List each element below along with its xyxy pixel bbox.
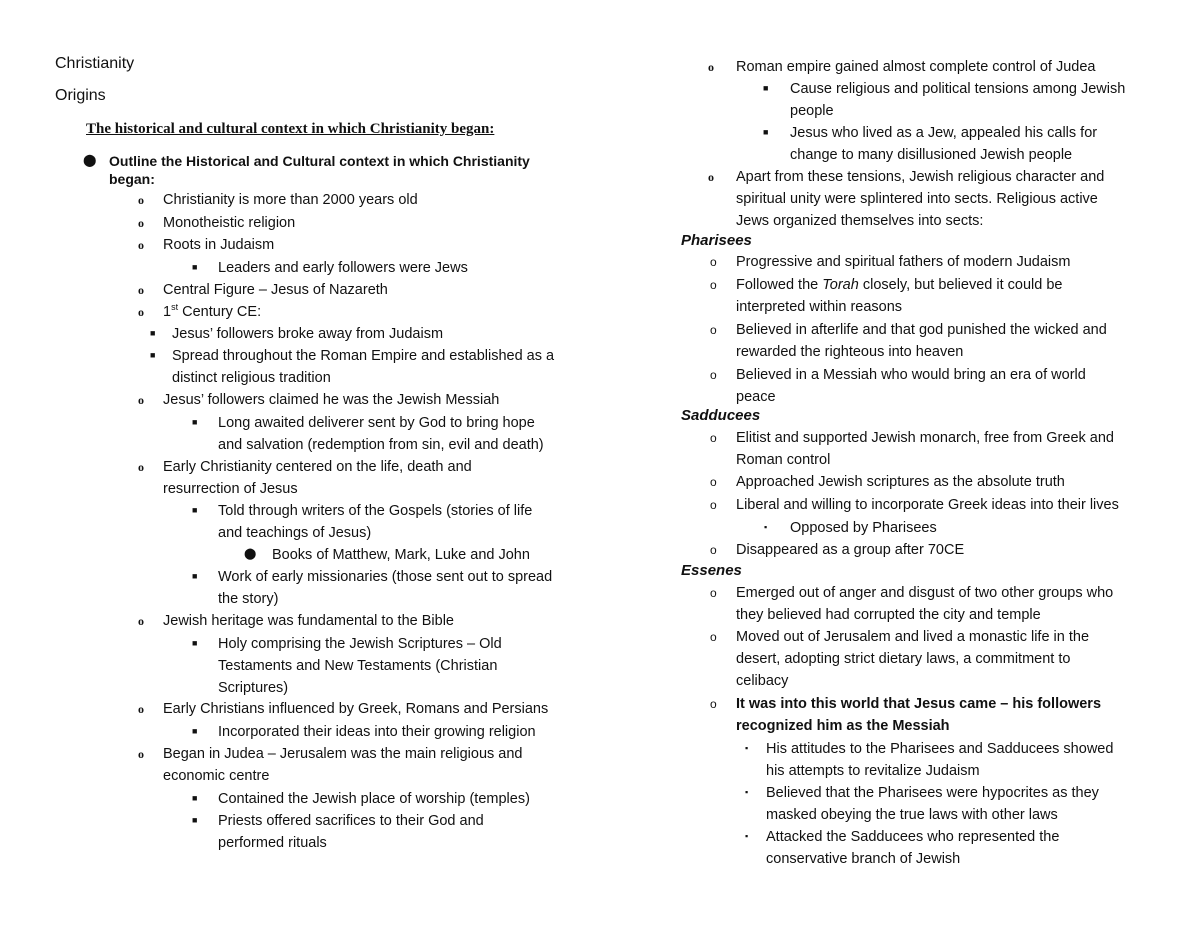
list-item-continuation: spiritual unity were splintered into sects. Religious active	[736, 191, 1098, 207]
bullet-square-icon: ■	[763, 127, 769, 137]
list-item-continuation: and teachings of Jesus)	[218, 525, 372, 541]
bullet-square-icon: ■	[192, 571, 198, 581]
bullet-o-icon: o	[710, 586, 717, 600]
list-item: Incorporated their ideas into their growing religion	[218, 724, 536, 740]
bullet-o-icon: o	[138, 193, 144, 207]
bullet-o-icon: o	[138, 702, 144, 716]
document-title: The historical and cultural context in which Christianity began:	[86, 121, 495, 137]
list-item: Books of Matthew, Mark, Luke and John	[272, 547, 530, 563]
bullet-square-icon: ■	[192, 417, 198, 427]
bullet-dot-icon: ⬤	[244, 548, 257, 560]
list-item: Spread throughout the Roman Empire and established as a	[172, 348, 555, 364]
bullet-o-icon: o	[708, 170, 714, 184]
list-item: Disappeared as a group after 70CE	[736, 542, 965, 558]
bullet-o-icon: o	[138, 238, 144, 252]
text-segment: Followed the	[736, 277, 823, 293]
bullet-square-icon: ■	[192, 815, 198, 825]
list-item: Jesus’ followers claimed he was the Jewish Messiah	[163, 392, 500, 408]
list-item-continuation: Jews organized themselves into sects:	[736, 213, 984, 229]
list-item: Liberal and willing to incorporate Greek ideas into their lives	[736, 497, 1119, 513]
bullet-o-icon: o	[138, 283, 144, 297]
section-heading-pharisees: Pharisees	[681, 232, 752, 249]
bullet-square-icon: ■	[192, 638, 198, 648]
list-item-continuation: recognized him as the Messiah	[736, 718, 950, 734]
bullet-o-icon: o	[138, 305, 144, 319]
bullet-square-icon: ■	[192, 793, 198, 803]
list-item-continuation: conservative branch of Jewish	[766, 851, 961, 867]
list-item: Leaders and early followers were Jews	[218, 260, 468, 276]
bullet-o-icon: o	[138, 747, 144, 761]
list-item	[163, 302, 261, 322]
list-item: Early Christianity centered on the life, death and	[163, 459, 472, 475]
list-item-continuation: Scriptures)	[218, 680, 289, 696]
list-item-bold: It was into this world that Jesus came – his followers	[736, 696, 1102, 712]
bullet-o-icon: o	[710, 543, 717, 557]
list-item: Elitist and supported Jewish monarch, free from Greek and	[736, 430, 1114, 446]
century-text: Century CE:	[178, 304, 262, 320]
list-item-continuation: distinct religious tradition	[172, 370, 331, 386]
bullet-o-icon: o	[138, 460, 144, 474]
bullet-o-icon: o	[710, 255, 717, 269]
list-item: Jesus who lived as a Jew, appealed his calls for	[790, 125, 1098, 141]
bullet-square-icon: ■	[192, 505, 198, 515]
list-item: Opposed by Pharisees	[790, 520, 937, 536]
ordinal-number: 1	[163, 304, 172, 320]
bullet-o-icon: o	[710, 630, 717, 644]
list-item: Christianity is more than 2000 years old	[163, 192, 418, 208]
list-item: Believed that the Pharisees were hypocrites as they	[766, 785, 1099, 801]
list-item: Told through writers of the Gospels (stories of life	[218, 503, 533, 519]
list-item: Emerged out of anger and disgust of two other groups who	[736, 585, 1114, 601]
list-item: Jesus’ followers broke away from Judaism	[172, 326, 444, 342]
list-item: Monotheistic religion	[163, 215, 296, 231]
heading-origins: Origins	[55, 87, 106, 104]
bullet-square-icon: ■	[763, 83, 769, 93]
heading-christianity: Christianity	[55, 55, 135, 72]
list-item	[736, 275, 1062, 295]
list-item-continuation: resurrection of Jesus	[163, 481, 298, 497]
bullet-o-icon: o	[138, 614, 144, 628]
list-item: Central Figure – Jesus of Nazareth	[163, 282, 388, 298]
list-item-continuation: change to many disillusioned Jewish people	[790, 147, 1073, 163]
bullet-square-icon: ■	[192, 726, 198, 736]
list-item: Progressive and spiritual fathers of modern Judaism	[736, 254, 1071, 270]
list-item: Early Christians influenced by Greek, Romans and Persians	[163, 701, 549, 717]
bullet-square-icon: ■	[150, 328, 156, 338]
torah-italic: Torah	[822, 277, 859, 293]
list-item: Priests offered sacrifices to their God and	[218, 813, 484, 829]
list-item: Roman empire gained almost complete control of Judea	[736, 59, 1096, 75]
list-item: Moved out of Jerusalem and lived a monastic life in the	[736, 629, 1090, 645]
list-item-continuation: Roman control	[736, 452, 831, 468]
bullet-square-icon: ■	[192, 262, 198, 272]
list-item-continuation: the story)	[218, 591, 279, 607]
list-item: Holy comprising the Jewish Scriptures – Old	[218, 636, 502, 652]
list-item: Contained the Jewish place of worship (temples)	[218, 791, 530, 807]
list-item: Roots in Judaism	[163, 237, 275, 253]
bullet-square-icon: ▪	[745, 743, 749, 753]
bullet-o-icon: o	[710, 431, 717, 445]
bullet-o-icon: o	[138, 393, 144, 407]
list-item-continuation: masked obeying the true laws with other laws	[766, 807, 1058, 823]
bullet-square-icon: ▪	[745, 787, 749, 797]
section-heading-essenes: Essenes	[681, 562, 742, 579]
list-item-continuation: Testaments and New Testaments (Christian	[218, 658, 498, 674]
list-item-continuation: they believed had corrupted the city and temple	[736, 607, 1041, 623]
ordinal-suffix: st	[171, 302, 179, 313]
list-item: Long awaited deliverer sent by God to bring hope	[218, 415, 535, 431]
list-item-continuation: rewarded the righteous into heaven	[736, 344, 964, 360]
list-item-continuation: and salvation (redemption from sin, evil and death)	[218, 437, 544, 453]
list-item: Jewish heritage was fundamental to the Bible	[163, 613, 454, 629]
bullet-o-icon: o	[710, 323, 717, 337]
list-item-continuation: his attempts to revitalize Judaism	[766, 763, 980, 779]
list-item: Apart from these tensions, Jewish religious character and	[736, 169, 1105, 185]
list-item-continuation: peace	[736, 389, 776, 405]
outline-heading-line1: Outline the Historical and Cultural context in which Christianity	[109, 153, 530, 169]
list-item-continuation: celibacy	[736, 673, 789, 689]
bullet-o-icon: o	[710, 697, 717, 711]
bullet-o-icon: o	[710, 498, 717, 512]
list-item: Believed in a Messiah who would bring an era of world	[736, 367, 1086, 383]
bullet-o-icon: o	[710, 475, 717, 489]
list-item: His attitudes to the Pharisees and Sadducees showed	[766, 741, 1114, 757]
list-item: Cause religious and political tensions among Jewish	[790, 81, 1126, 97]
outline-heading-line2: began:	[109, 171, 155, 187]
list-item: Work of early missionaries (those sent out to spread	[218, 569, 553, 585]
list-item-continuation: performed rituals	[218, 835, 327, 851]
bullet-o-icon: o	[138, 216, 144, 230]
list-item: Began in Judea – Jerusalem was the main religious and	[163, 746, 523, 762]
list-item: Believed in afterlife and that god punished the wicked and	[736, 322, 1107, 338]
list-item: Approached Jewish scriptures as the absolute truth	[736, 474, 1065, 490]
list-item-continuation: economic centre	[163, 768, 270, 784]
bullet-o-icon: o	[710, 278, 717, 292]
bullet-o-icon: o	[708, 60, 714, 74]
list-item-continuation: desert, adopting strict dietary laws, a commitment to	[736, 651, 1071, 667]
list-item: Attacked the Sadducees who represented the	[766, 829, 1060, 845]
section-heading-sadducees: Sadducees	[681, 407, 761, 424]
text-segment: closely, but believed it could be	[858, 277, 1063, 293]
bullet-dot-icon: ⬤	[83, 153, 97, 167]
list-item-continuation: interpreted within reasons	[736, 299, 903, 315]
bullet-square-icon: ■	[150, 350, 156, 360]
list-item-continuation: people	[790, 103, 834, 119]
bullet-o-icon: o	[710, 368, 717, 382]
bullet-square-icon: ▪	[764, 522, 768, 532]
bullet-square-icon: ▪	[745, 831, 749, 841]
